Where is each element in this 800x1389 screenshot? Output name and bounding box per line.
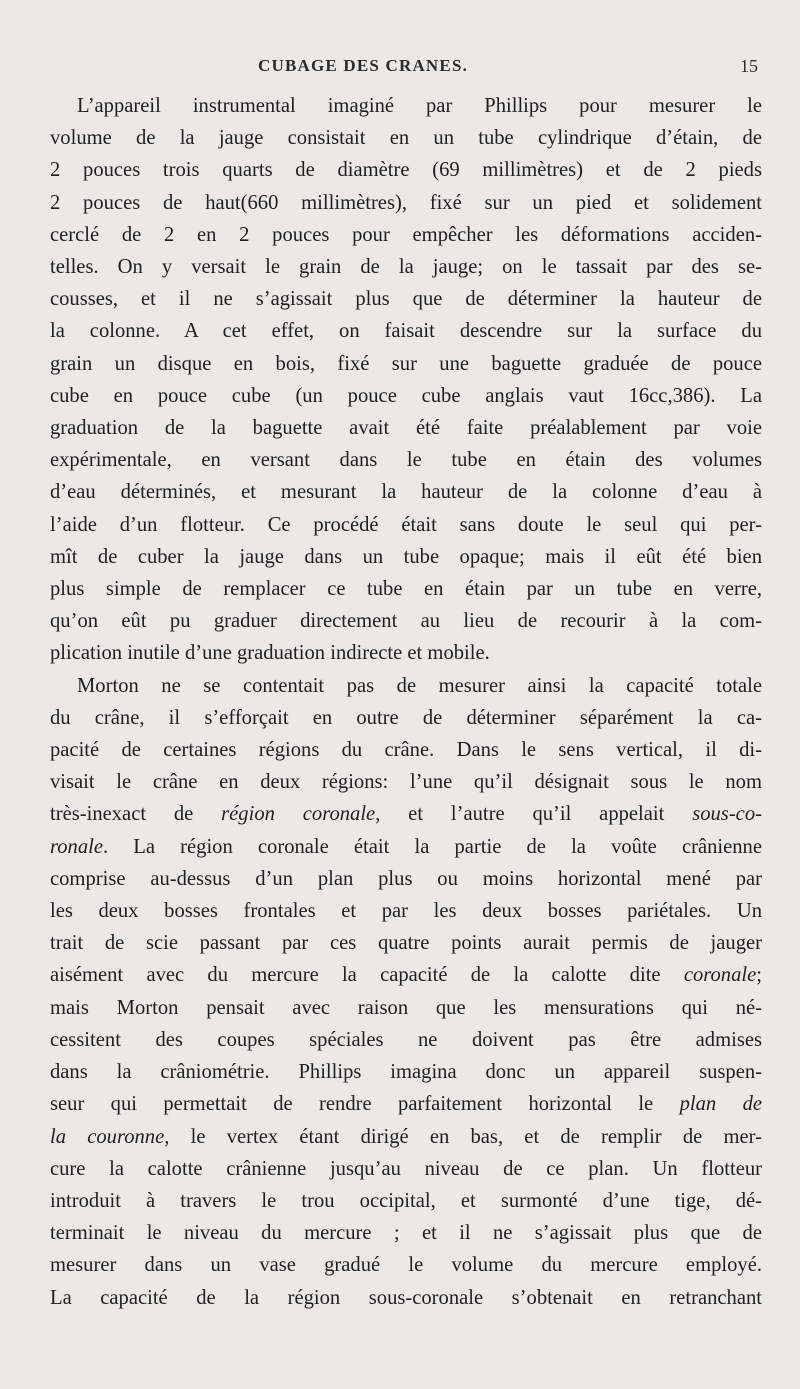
text-line: terminait le niveau du mercure ; et il ne s’agissait plus que de: [50, 1222, 762, 1245]
text-line: mît de cuber la jauge dans un tube opaque; mais il eût été bien: [50, 545, 762, 568]
running-title: CUBAGE DES CRANES.: [258, 56, 469, 75]
text-line: comprise au-dessus d’un plan plus ou moins horizontal mené par: [50, 867, 762, 890]
text-line: l’aide d’un flotteur. Ce procédé était sans doute le seul qui per-: [50, 513, 762, 536]
text-line: introduit à travers le trou occipital, et surmonté d’une tige, dé-: [50, 1189, 762, 1212]
text-line: graduation de la baguette avait été faite préalablement par voie: [50, 417, 762, 440]
text-line: 2 pouces trois quarts de diamètre (69 millimètres) et de 2 pieds: [50, 159, 762, 182]
text-line: Morton ne se contentait pas de mesurer ainsi la capacité totale: [77, 674, 762, 697]
text-line: mais Morton pensait avec raison que les mensurations qui né-: [50, 996, 762, 1019]
text-line: La capacité de la région sous-coronale s’obtenait en retranchant: [50, 1286, 762, 1309]
text-line: mesurer dans un vase gradué le volume du mercure employé.: [50, 1254, 762, 1277]
text-line: volume de la jauge consistait en un tube cylindrique d’étain, de: [50, 127, 762, 150]
text-line: pacité de certaines régions du crâne. Dans le sens vertical, il di-: [50, 739, 762, 762]
text-line: les deux bosses frontales et par les deux bosses pariétales. Un: [50, 900, 762, 923]
text-line: aisément avec du mercure la capacité de la calotte dite coronale;: [50, 964, 762, 987]
text-line: L’appareil instrumental imaginé par Phillips pour mesurer le: [77, 95, 762, 117]
text-line: visait le crâne en deux régions: l’une qu’il désignait sous le nom: [50, 771, 762, 794]
paragraph: [50, 670, 762, 1314]
text-line: cessitent des coupes spéciales ne doivent pas être admises: [50, 1028, 762, 1051]
text-line: trait de scie passant par ces quatre points aurait permis de jauger: [50, 932, 762, 955]
text-line: cube en pouce cube (un pouce cube anglais vaut 16cc,386). La: [50, 384, 762, 407]
body-text: [50, 90, 762, 1314]
text-line: cousses, et il ne s’agissait plus que de déterminer la hauteur de: [50, 288, 762, 311]
text-line: dans la crâniométrie. Phillips imagina donc un appareil suspen-: [50, 1061, 762, 1084]
text-line: ronale. La région coronale était la partie de la voûte crânienne: [50, 835, 762, 858]
text-line: plication inutile d’une graduation indirecte et mobile.: [50, 642, 490, 665]
text-line: très-inexact de région coronale, et l’autre qu’il appelait sous-co-: [50, 803, 762, 826]
text-line: 2 pouces de haut(660 millimètres), fixé sur un pied et solidement: [50, 191, 762, 214]
text-line: du crâne, il s’efforçait en outre de déterminer séparément la ca-: [50, 706, 762, 729]
text-line: expérimentale, en versant dans le tube en étain des volumes: [50, 449, 762, 472]
running-head: [0, 56, 800, 78]
page-number: 15: [740, 56, 758, 76]
text-line: seur qui permettait de rendre parfaitement horizontal le plan de: [50, 1093, 763, 1116]
text-line: grain un disque en bois, fixé sur une baguette graduée de pouce: [50, 352, 762, 375]
text-line: d’eau déterminés, et mesurant la hauteur de la colonne d’eau à: [50, 481, 762, 504]
text-line: telles. On y versait le grain de la jauge; on le tassait par des se-: [50, 256, 762, 279]
text-line: la couronne, le vertex étant dirigé en bas, et de remplir de mer-: [50, 1125, 762, 1148]
paragraph: [50, 90, 762, 670]
text-line: cerclé de 2 en 2 pouces pour empêcher les déformations acciden-: [50, 223, 762, 246]
text-line: qu’on eût pu graduer directement au lieu de recourir à la com-: [50, 610, 762, 633]
text-line: plus simple de remplacer ce tube en étain par un tube en verre,: [50, 578, 762, 601]
text-line: la colonne. A cet effet, on faisait descendre sur la surface du: [50, 320, 762, 343]
text-line: cure la calotte crânienne jusqu’au niveau de ce plan. Un flotteur: [50, 1157, 762, 1180]
